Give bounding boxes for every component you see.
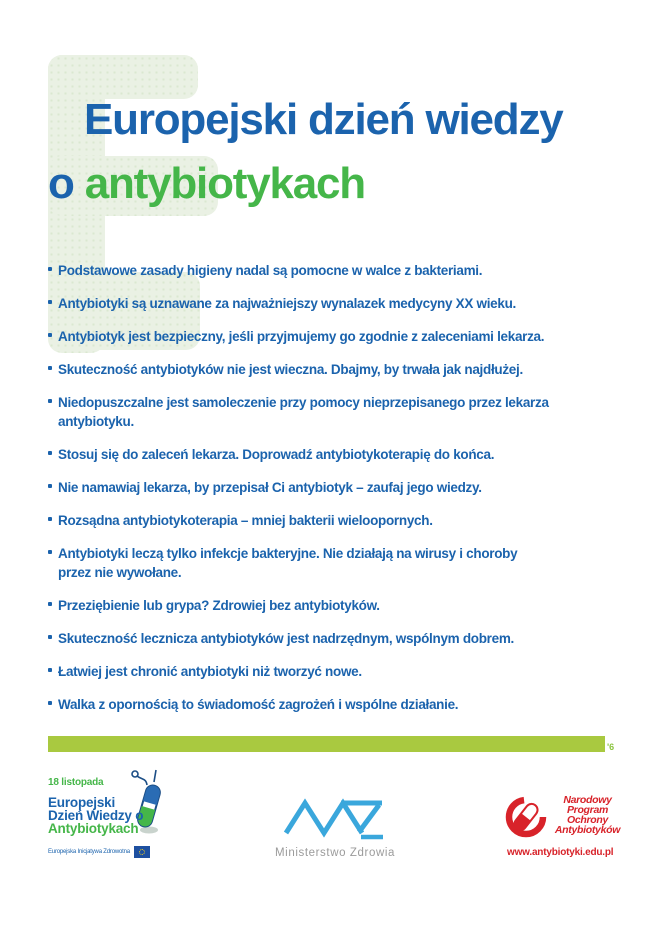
eu-flag-icon xyxy=(134,846,150,858)
npoa-website-link[interactable]: www.antybiotyki.edu.pl xyxy=(507,847,614,858)
divider-bar xyxy=(48,736,605,752)
bullet-icon xyxy=(48,668,52,672)
footnote-mark: '6 xyxy=(607,742,615,752)
eaad-name-line3: Antybiotykach xyxy=(48,821,139,836)
bullet-icon xyxy=(48,366,52,370)
eaad-name-line1: Europejski xyxy=(48,795,116,810)
list-item-text: Podstawowe zasady higieny nadal są pomocne w walce z bakteriami. xyxy=(58,263,483,278)
bullet-icon xyxy=(48,451,52,455)
ministry-name: Ministerstwo Zdrowia xyxy=(275,847,395,859)
npoa-name-line1: Narodowy xyxy=(563,794,612,806)
list-item xyxy=(48,695,648,714)
list-item xyxy=(48,662,648,681)
list-item xyxy=(48,629,648,648)
list-item-text: Stosuj się do zaleceń lekarza. Doprowadź antybiotykoterapię do końca. xyxy=(58,447,495,462)
list-item xyxy=(48,596,648,615)
bullet-icon xyxy=(48,602,52,606)
list-item-text: antybiotyku. xyxy=(58,414,134,429)
list-item xyxy=(48,478,648,497)
list-item xyxy=(48,327,648,346)
poster-title-line1: Europejski dzień wiedzy xyxy=(84,95,563,144)
list-item xyxy=(48,445,648,464)
eaad-tagline: Europejska Inicjatywa Zdrowotna xyxy=(48,849,130,855)
list-item xyxy=(48,544,648,582)
bullet-icon xyxy=(48,333,52,337)
eaad-name-line2: Dzień Wiedzy o xyxy=(48,808,144,823)
list-item xyxy=(48,360,648,379)
bullet-icon xyxy=(48,550,52,554)
eaad-date: 18 listopada xyxy=(48,777,104,788)
list-item-text: Walka z opornością to świadomość zagrożeń i wspólne działanie. xyxy=(58,697,459,712)
ministry-of-health-logo xyxy=(255,796,415,859)
npoa-name-line4: Antybiotyków xyxy=(554,824,621,836)
list-item xyxy=(48,261,648,280)
list-item-text: Nie namawiaj lekarza, by przepisał Ci antybiotyk – zaufaj jego wiedzy. xyxy=(58,480,482,495)
npoa-name-line3: Ochrony xyxy=(566,814,609,826)
bullet-icon xyxy=(48,701,52,705)
list-item-text: przez nie wywołane. xyxy=(58,565,182,580)
list-item-text: Antybiotyki leczą tylko infekcje bakteryjne. Nie działają na wirusy i choroby xyxy=(58,546,518,561)
list-item xyxy=(48,294,648,313)
list-item-text: Rozsądna antybiotykoterapia – mniej bakterii wieloopornych. xyxy=(58,513,433,528)
bullet-icon xyxy=(48,517,52,521)
list-item-text: Przeziębienie lub grypa? Zdrowiej bez antybiotyków. xyxy=(58,598,380,613)
list-item xyxy=(48,393,648,431)
bullet-icon xyxy=(48,635,52,639)
npoa-name-line2: Program xyxy=(566,804,609,816)
bullet-icon xyxy=(48,399,52,403)
list-item-text: Skuteczność lecznicza antybiotyków jest nadrzędnym, wspólnym dobrem. xyxy=(58,631,514,646)
title-line2-prefix: o xyxy=(48,159,85,208)
bullet-icon xyxy=(48,267,52,271)
bullet-icon xyxy=(48,300,52,304)
list-item-text: Skuteczność antybiotyków nie jest wieczna. Dbajmy, by trwała jak najdłużej. xyxy=(58,362,523,377)
list-item-text: Antybiotyk jest bezpieczny, jeśli przyjmujemy go zgodnie z zaleceniami lekarza. xyxy=(58,329,545,344)
list-item xyxy=(48,511,648,530)
title-line2-highlight: antybiotykach xyxy=(84,159,365,208)
poster-title-line2 xyxy=(48,159,365,209)
background-letter-e-top-arm xyxy=(48,55,198,99)
list-item-text: Antybiotyki są uznawane za najważniejszy wynalazek medycyny XX wieku. xyxy=(58,296,516,311)
mz-zigzag-icon xyxy=(283,796,387,842)
list-item-text: Niedopuszczalne jest samoleczenie przy pomocy nieprzepisanego przez lekarza xyxy=(58,395,549,410)
list-item-text: Łatwiej jest chronić antybiotyki niż tworzyć nowe. xyxy=(58,664,362,679)
advice-list xyxy=(48,261,648,728)
bullet-icon xyxy=(48,484,52,488)
